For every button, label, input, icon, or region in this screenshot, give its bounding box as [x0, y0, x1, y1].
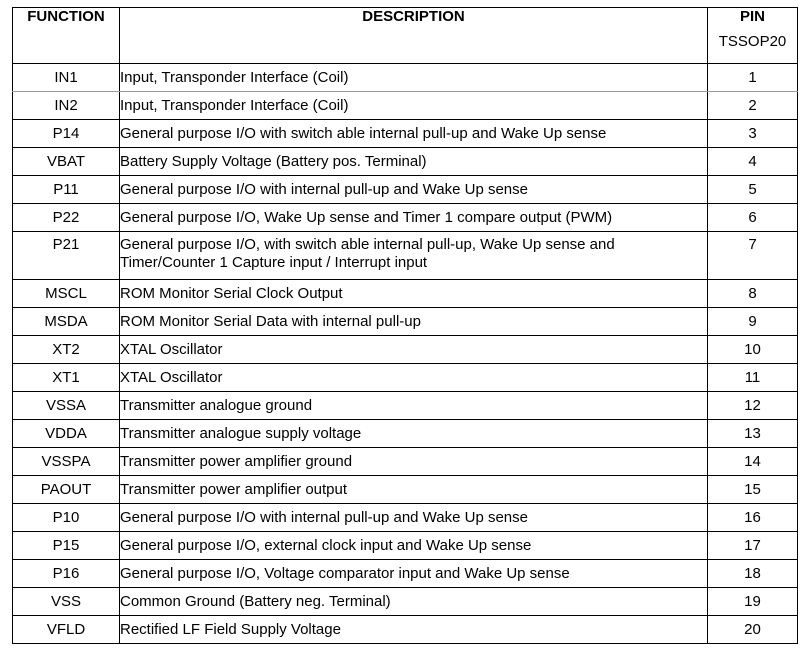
description-cell: Common Ground (Battery neg. Terminal) — [120, 588, 708, 616]
pin-number-cell: 12 — [708, 392, 798, 420]
pin-number-cell: 14 — [708, 448, 798, 476]
function-cell: P10 — [13, 504, 120, 532]
function-cell: MSCL — [13, 280, 120, 308]
function-cell: IN1 — [13, 64, 120, 92]
function-cell: VSS — [13, 588, 120, 616]
table-row — [13, 64, 798, 92]
function-cell: XT2 — [13, 336, 120, 364]
table-row — [13, 204, 798, 232]
function-cell: VFLD — [13, 616, 120, 644]
pin-number-cell: 4 — [708, 148, 798, 176]
table-row — [13, 616, 798, 644]
table-row — [13, 176, 798, 204]
description-cell: XTAL Oscillator — [120, 336, 708, 364]
table-body — [13, 64, 798, 644]
table-row — [13, 504, 798, 532]
pin-number-cell: 11 — [708, 364, 798, 392]
table-header-row — [13, 8, 798, 64]
function-cell: XT1 — [13, 364, 120, 392]
function-cell: VDDA — [13, 420, 120, 448]
header-function: FUNCTION — [13, 8, 120, 64]
pin-number-cell: 3 — [708, 120, 798, 148]
table-row — [13, 120, 798, 148]
table-row — [13, 560, 798, 588]
description-cell: XTAL Oscillator — [120, 364, 708, 392]
table-row — [13, 588, 798, 616]
table-row — [13, 532, 798, 560]
function-cell: P21 — [13, 232, 120, 280]
description-cell: Battery Supply Voltage (Battery pos. Terminal) — [120, 148, 708, 176]
description-cell: Transmitter power amplifier output — [120, 476, 708, 504]
description-cell: ROM Monitor Serial Data with internal pull-up — [120, 308, 708, 336]
function-cell: P22 — [13, 204, 120, 232]
pin-number-cell: 9 — [708, 308, 798, 336]
function-cell: VSSA — [13, 392, 120, 420]
pin-number-cell: 8 — [708, 280, 798, 308]
table-row — [13, 392, 798, 420]
header-description: DESCRIPTION — [120, 8, 708, 64]
table-row — [13, 448, 798, 476]
table-row — [13, 280, 798, 308]
pin-number-cell: 17 — [708, 532, 798, 560]
function-cell: VSSPA — [13, 448, 120, 476]
table-row — [13, 336, 798, 364]
description-cell: General purpose I/O, external clock input and Wake Up sense — [120, 532, 708, 560]
description-cell: Transmitter analogue ground — [120, 392, 708, 420]
pin-number-cell: 13 — [708, 420, 798, 448]
description-cell: General purpose I/O with internal pull-up and Wake Up sense — [120, 504, 708, 532]
description-cell: Transmitter analogue supply voltage — [120, 420, 708, 448]
description-cell: Input, Transponder Interface (Coil) — [120, 64, 708, 92]
function-cell: P16 — [13, 560, 120, 588]
function-cell: PAOUT — [13, 476, 120, 504]
pin-number-cell: 1 — [708, 64, 798, 92]
description-cell: General purpose I/O, Voltage comparator input and Wake Up sense — [120, 560, 708, 588]
table-row — [13, 364, 798, 392]
pin-number-cell: 20 — [708, 616, 798, 644]
table-row — [13, 308, 798, 336]
table-row — [13, 476, 798, 504]
pin-number-cell: 2 — [708, 92, 798, 120]
pin-function-table — [12, 7, 798, 644]
pin-number-cell: 7 — [708, 232, 798, 280]
function-cell: P14 — [13, 120, 120, 148]
table-row — [13, 420, 798, 448]
header-pin — [708, 8, 798, 64]
pin-number-cell: 19 — [708, 588, 798, 616]
table-row — [13, 148, 798, 176]
function-cell: MSDA — [13, 308, 120, 336]
function-cell: P11 — [13, 176, 120, 204]
pin-number-cell: 6 — [708, 204, 798, 232]
pin-number-cell: 10 — [708, 336, 798, 364]
description-cell: Input, Transponder Interface (Coil) — [120, 92, 708, 120]
header-pin-package: TSSOP20 — [718, 33, 787, 50]
description-cell: General purpose I/O with internal pull-up and Wake Up sense — [120, 176, 708, 204]
description-cell: General purpose I/O with switch able internal pull-up and Wake Up sense — [120, 120, 708, 148]
function-cell: VBAT — [13, 148, 120, 176]
pin-number-cell: 5 — [708, 176, 798, 204]
pin-number-cell: 15 — [708, 476, 798, 504]
table-row — [13, 92, 798, 120]
pin-number-cell: 18 — [708, 560, 798, 588]
header-pin-label: PIN — [739, 8, 765, 25]
function-cell: P15 — [13, 532, 120, 560]
description-cell: General purpose I/O, with switch able internal pull-up, Wake Up sense and Timer/Counter 1 Capture input / Interrupt input — [120, 232, 708, 280]
table-row — [13, 232, 798, 280]
description-cell: ROM Monitor Serial Clock Output — [120, 280, 708, 308]
function-cell: IN2 — [13, 92, 120, 120]
pin-number-cell: 16 — [708, 504, 798, 532]
description-cell: General purpose I/O, Wake Up sense and Timer 1 compare output (PWM) — [120, 204, 708, 232]
description-cell: Rectified LF Field Supply Voltage — [120, 616, 708, 644]
description-cell: Transmitter power amplifier ground — [120, 448, 708, 476]
